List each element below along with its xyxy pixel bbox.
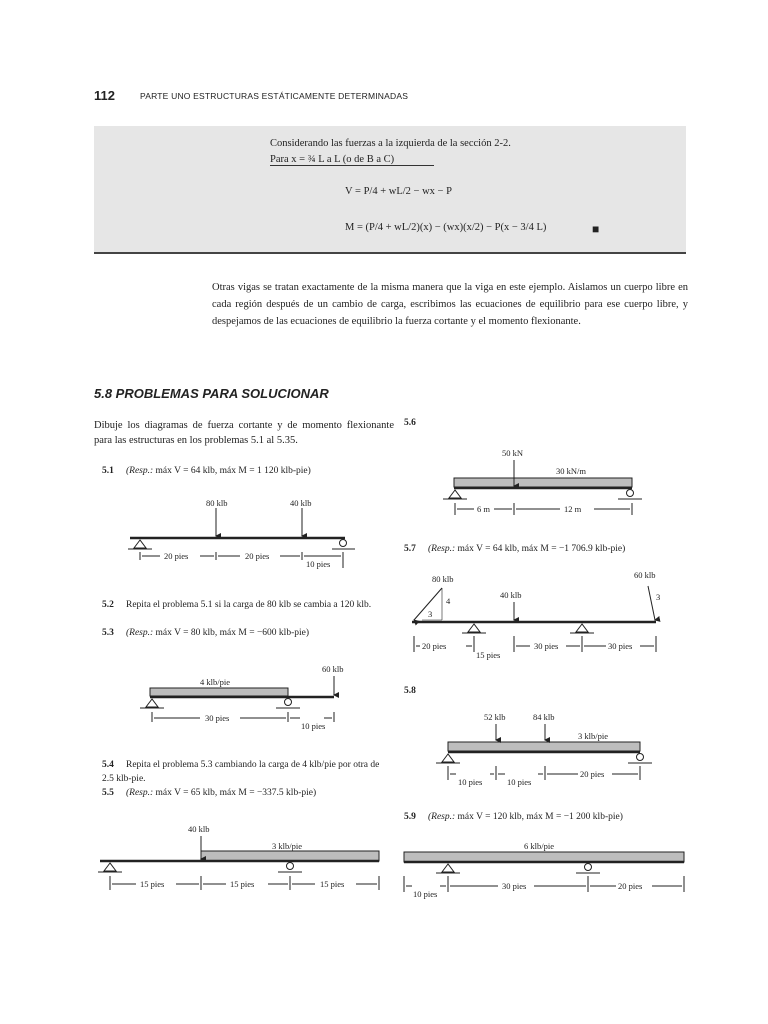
f57-d1: 20 pies <box>422 641 447 651</box>
page-number: 112 <box>94 88 115 103</box>
problem-5-6: 5.6 <box>404 418 416 428</box>
f51-load1: 80 klb <box>206 498 228 508</box>
body-paragraph: Otras vigas se tratan exactamente de la misma manera que la viga en este ejemplo. Aislamos un cuerpo libre en cada región después de un cambio de carga, escribimos las ecuaciones de equilibrio para ese cuerpo libre, y despejamos de las ecuaciones de equilibrio la fuerza cortante y el momento flexionante. <box>212 282 688 327</box>
f57-load3: 60 klb <box>634 570 656 580</box>
figure-5-6 <box>443 460 642 515</box>
f57-slope3b: 3 <box>656 592 661 602</box>
f51-d1: 20 pies <box>164 551 189 561</box>
problems-intro: Dibuje los diagramas de fuerza cortante y de momento flexionante para las estructuras en los problemas 5.1 al 5.35. <box>94 420 394 446</box>
f56-point: 50 kN <box>502 448 524 458</box>
f58-load1: 52 klb <box>484 712 506 722</box>
f59-dist: 6 klb/pie <box>524 841 554 851</box>
problem-5-1: 5.1 (Resp.: máx V = 64 klb, máx M = 1 120 klb-pie) <box>102 466 311 476</box>
f56-d2: 12 m <box>564 504 582 514</box>
f57-slope4: 4 <box>446 596 451 606</box>
equation-m: M = (P/4 + wL/2)(x) − (wx)(x/2) − P(x − 3/4 L) <box>345 222 547 233</box>
f58-dist: 3 klb/pie <box>578 731 608 741</box>
f55-dist: 3 klb/pie <box>272 841 302 851</box>
f59-d1: 10 pies <box>413 889 438 899</box>
problem-5-4: 5.4 Repita el problema 5.3 cambiando la carga de 4 klb/pie por otra de 2.5 klb-pie. <box>102 760 380 784</box>
f58-load2: 84 klb <box>533 712 555 722</box>
f53-point: 60 klb <box>322 664 344 674</box>
problem-5-2: 5.2 Repita el problema 5.1 si la carga de 80 klb se cambia a 120 klb. <box>102 600 372 610</box>
running-title: PARTE UNO ESTRUCTURAS ESTÁTICAMENTE DETERMINADAS <box>140 91 409 101</box>
f55-d3: 15 pies <box>320 879 345 889</box>
problem-5-9: 5.9 (Resp.: máx V = 120 klb, máx M = −1 200 klb-pie) <box>404 812 623 822</box>
f58-d3: 20 pies <box>580 769 605 779</box>
f58-d2: 10 pies <box>507 777 532 787</box>
problem-5-3: 5.3 (Resp.: máx V = 80 klb, máx M = −600 klb-pie) <box>102 628 310 638</box>
f59-d3: 20 pies <box>618 881 643 891</box>
f51-load2: 40 klb <box>290 498 312 508</box>
problem-5-7: 5.7 (Resp.: máx V = 64 klb, máx M = −1 706.9 klb-pie) <box>404 544 626 554</box>
figure-5-8 <box>436 724 652 780</box>
f53-d2: 10 pies <box>301 721 326 731</box>
figure-5-3 <box>140 676 334 722</box>
f56-dist: 30 kN/m <box>556 466 586 476</box>
end-mark: ■ <box>592 222 600 236</box>
f57-load1: 80 klb <box>432 574 454 584</box>
f56-d1: 6 m <box>477 504 490 514</box>
f58-d1: 10 pies <box>458 777 483 787</box>
f53-d1: 30 pies <box>205 713 230 723</box>
f55-d1: 15 pies <box>140 879 165 889</box>
example-line-2: Para x = ¾ L a L (o de B a C) <box>270 154 434 166</box>
f59-d2: 30 pies <box>502 881 527 891</box>
f55-d2: 15 pies <box>230 879 255 889</box>
problem-5-8: 5.8 <box>404 686 416 696</box>
f55-point: 40 klb <box>188 824 210 834</box>
f57-d2: 15 pies <box>476 650 501 660</box>
f57-load2: 40 klb <box>500 590 522 600</box>
equation-v: V = P/4 + wL/2 − wx − P <box>345 186 452 197</box>
f53-dist: 4 klb/pie <box>200 677 230 687</box>
example-line-1: Considerando las fuerzas a la izquierda de la sección 2-2. <box>270 138 511 149</box>
f57-d4: 30 pies <box>608 641 633 651</box>
f51-d2: 20 pies <box>245 551 270 561</box>
problem-5-5: 5.5 (Resp.: máx V = 65 klb, máx M = −337.5 klb-pie) <box>102 788 317 798</box>
f57-slope3: 3 <box>428 609 433 619</box>
f57-d3: 30 pies <box>534 641 559 651</box>
f51-d3: 10 pies <box>306 559 331 569</box>
section-title: 5.8 PROBLEMAS PARA SOLUCIONAR <box>94 386 329 401</box>
